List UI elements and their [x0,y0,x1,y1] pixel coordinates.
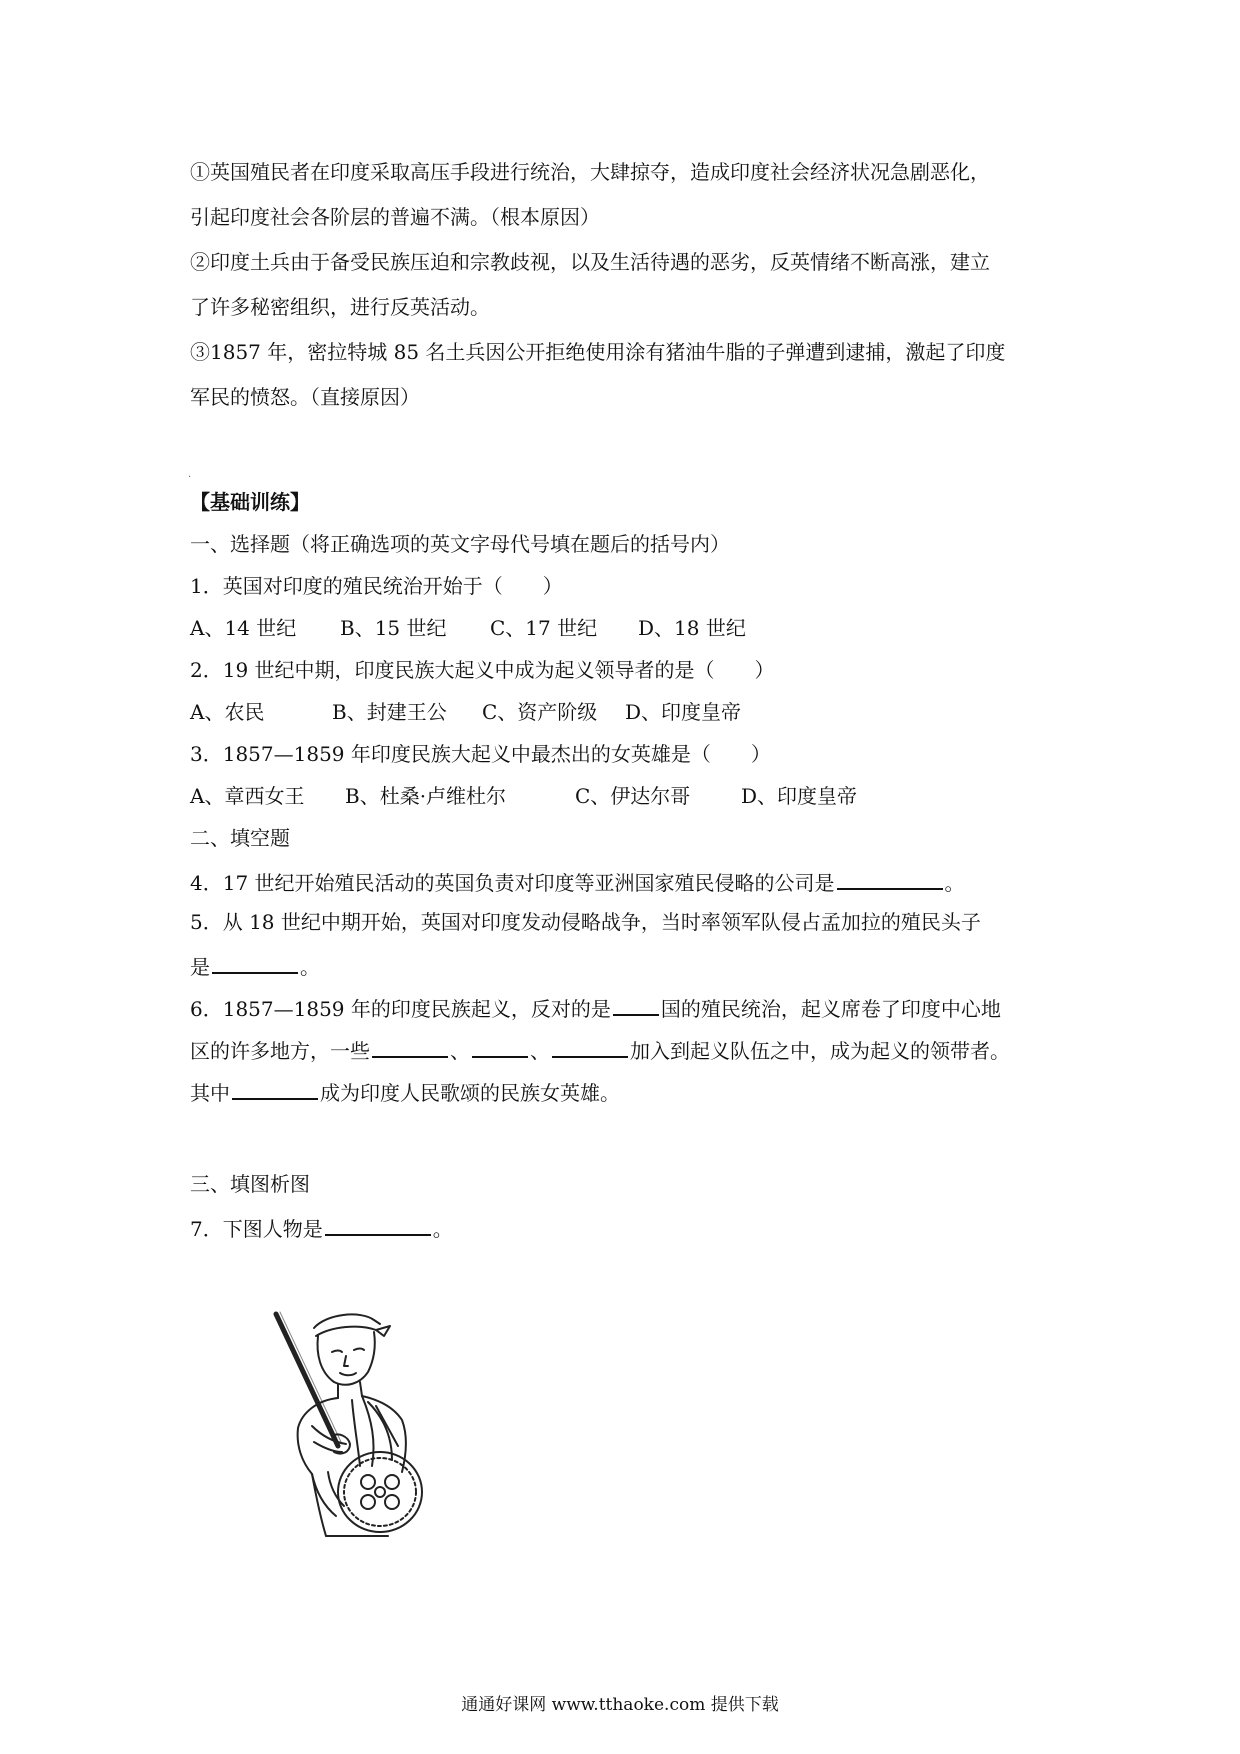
question-6-text: 国的殖民统治，起义席卷了印度中心地 [660,997,1001,1021]
option-a: A、14 世纪 [190,616,297,640]
answer-blank[interactable] [472,1034,528,1058]
answer-blank[interactable] [837,866,943,890]
question-4 [190,866,1070,894]
option-c: C、伊达尔哥 [575,784,691,808]
option-a: A、章西女王 [190,784,305,808]
question-3-stem: 3．1857—1859 年印度民族大起义中最杰出的女英雄是（ ） [190,742,771,766]
intro-paragraphs [190,158,1070,411]
question-2-options [190,698,1070,726]
part1-heading: 一、选择题（将正确选项的英文字母代号填在题后的括号内） [190,532,730,556]
separator: 、 [530,1039,550,1063]
option-b: B、封建王公 [332,700,447,724]
option-b: B、15 世纪 [340,616,447,640]
question-4-text: 4．17 世纪开始殖民活动的英国负责对印度等亚洲国家殖民侵略的公司是 [190,871,835,895]
intro-line: 引起印度社会各阶层的普遍不满。（根本原因） [190,205,600,229]
part3-heading: 三、填图析图 [190,1172,310,1196]
question-1-options [190,614,1070,642]
question-5-end: 。 [300,955,320,979]
stray-mark: · [188,472,192,483]
question-7-text: 7．下图人物是 [190,1217,323,1241]
question-6-text: 区的许多地方，一些 [190,1039,370,1063]
answer-blank[interactable] [232,1076,318,1100]
question-6-line-2 [190,1034,1070,1062]
question-6-line-3 [190,1076,1070,1104]
answer-blank[interactable] [212,950,298,974]
intro-line: ②印度土兵由于备受民族压迫和宗教歧视，以及生活待遇的恶劣，反英情绪不断高涨，建立 [190,250,990,274]
intro-line: ③1857 年，密拉特城 85 名土兵因公开拒绝使用涂有猪油牛脂的子弹遭到逮捕，激起了印度 [190,340,1006,364]
footer-text: 通通好课网 www.tthaoke.com 提供下载 [461,1695,779,1715]
option-d: D、18 世纪 [638,616,746,640]
question-5-line-2 [190,950,1070,978]
answer-blank[interactable] [613,992,659,1016]
separator: 、 [450,1039,470,1063]
answer-blank[interactable] [372,1034,448,1058]
question-1-stem: 1．英国对印度的殖民统治开始于（ ） [190,574,563,598]
option-d: D、印度皇帝 [625,700,742,724]
answer-blank[interactable] [552,1034,628,1058]
question-6-text: 6．1857—1859 年的印度民族起义，反对的是 [190,997,611,1021]
question-3-options [190,782,1070,810]
question-6-text: 加入到起义队伍之中，成为起义的领带者。 [630,1039,1010,1063]
intro-line: 军民的愤怒。（直接原因） [190,385,420,409]
page-content [190,158,1070,1254]
question-6-line-1 [190,992,1070,1020]
option-d: D、印度皇帝 [741,784,858,808]
intro-line: 了许多秘密组织，进行反英活动。 [190,295,490,319]
question-6-text: 其中 [190,1081,230,1105]
option-a: A、农民 [190,700,265,724]
question-5-text: 是 [190,955,210,979]
option-c: C、资产阶级 [482,700,598,724]
question-4-end: 。 [944,871,965,895]
option-b: B、杜桑·卢维杜尔 [345,784,507,808]
question-6-text: 成为印度人民歌颂的民族女英雄。 [320,1081,620,1105]
option-c: C、17 世纪 [490,616,598,640]
question-7-end: 。 [432,1217,453,1241]
intro-line: ①英国殖民者在印度采取高压手段进行统治，大肆掠夺，造成印度社会经济状况急剧恶化， [190,160,990,184]
question-2-stem: 2．19 世纪中期，印度民族大起义中成为起义领导者的是（ ） [190,658,775,682]
section-title: 【基础训练】 [190,490,310,514]
question-7 [190,1212,1070,1240]
question-5-line-1: 5．从 18 世纪中期开始，英国对印度发动侵略战争，当时率领军队侵占孟加拉的殖民头子 [190,910,981,934]
part2-heading: 二、填空题 [190,826,290,850]
portrait-illustration [268,1296,468,1546]
answer-blank[interactable] [325,1212,431,1236]
